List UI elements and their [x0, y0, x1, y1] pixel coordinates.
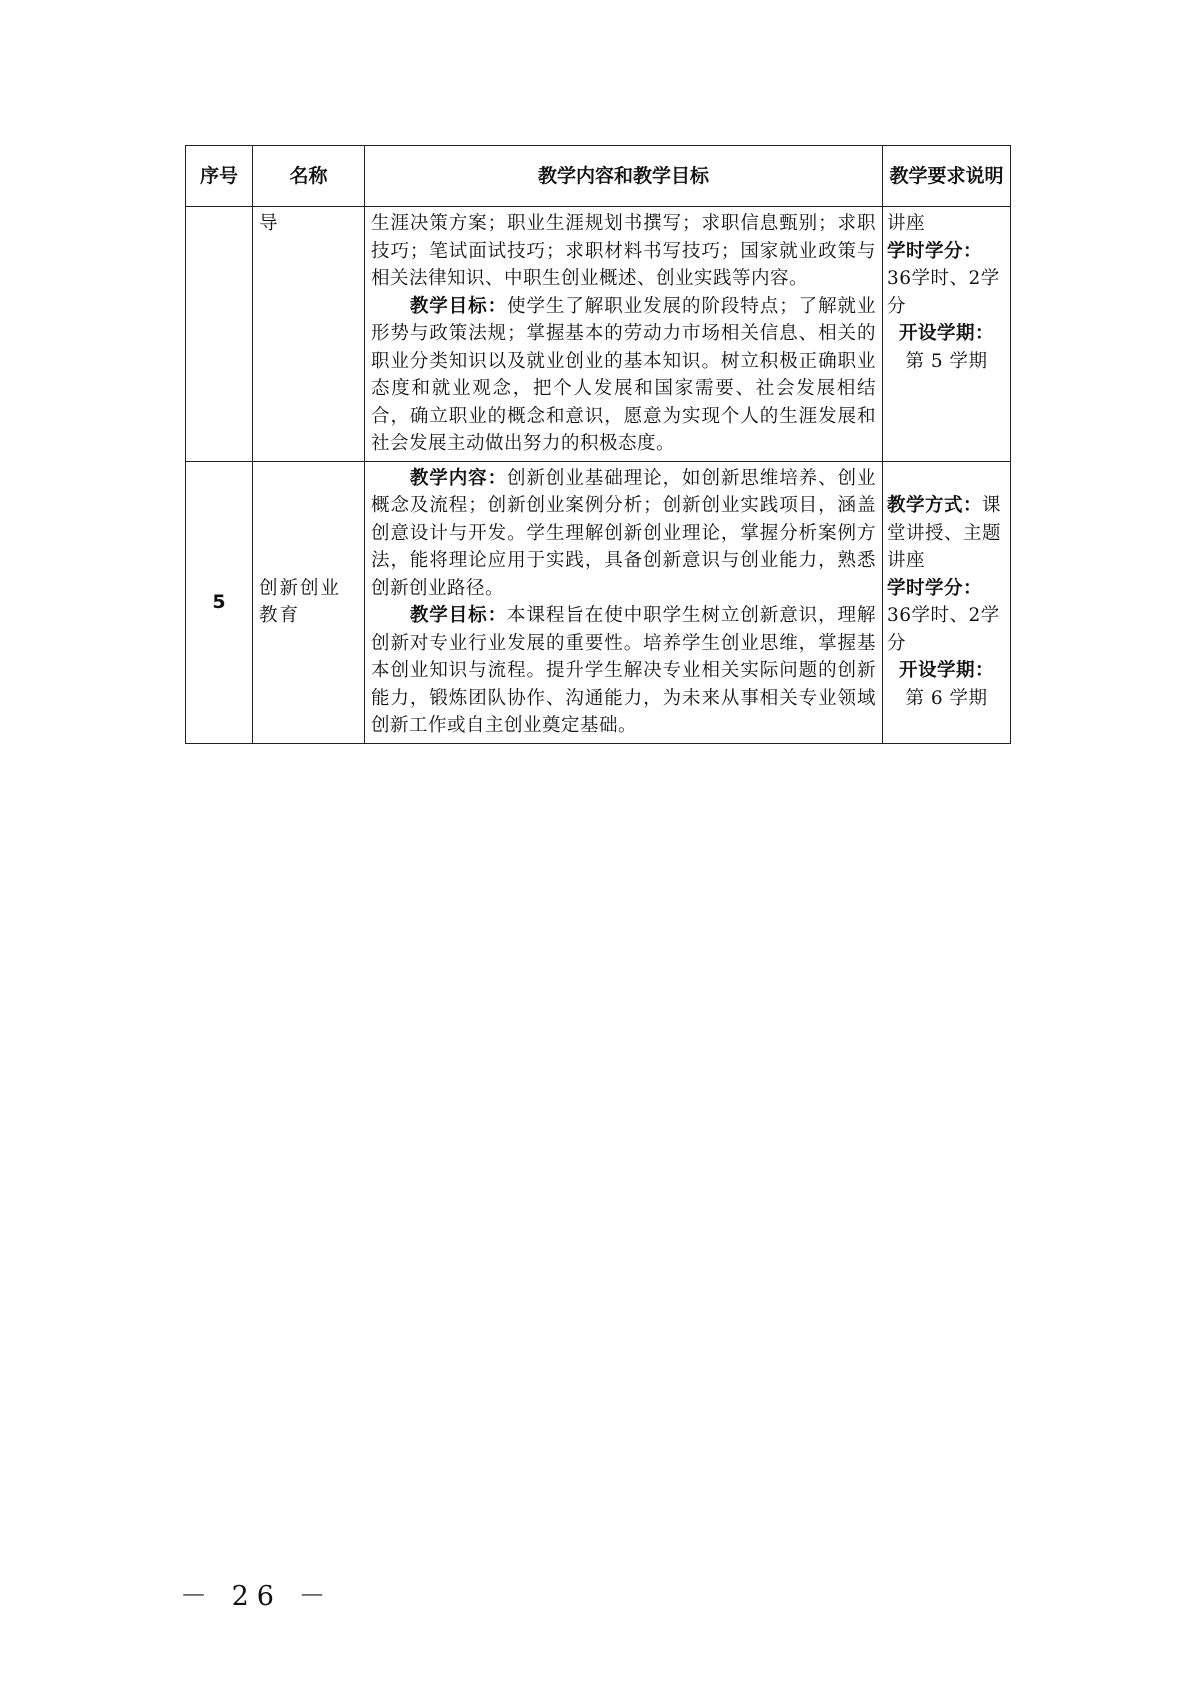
objective-paragraph [371, 602, 876, 740]
row-seq: 5 [212, 591, 226, 613]
header-name: 名称 [253, 146, 365, 207]
page-number: － 26 － [180, 1581, 334, 1612]
method-text: 课堂讲授、主题讲座 [887, 495, 1002, 571]
method-text: 讲座 [887, 213, 926, 234]
row-seq-cell [186, 461, 253, 743]
term-label: 开设学期： [898, 660, 994, 681]
hours-label: 学时学分： [887, 577, 983, 599]
teaching-method [887, 210, 1006, 238]
course-name: 导 [259, 213, 280, 234]
term-text: 第 5 学期 [905, 350, 988, 372]
table-row [186, 461, 1011, 743]
curriculum-table [185, 145, 1011, 744]
term-text: 第 6 学期 [905, 687, 988, 709]
content-label: 教学内容： [409, 467, 508, 489]
objective-label: 教学目标： [409, 295, 508, 317]
content-paragraph [371, 465, 876, 603]
content-paragraph [371, 210, 876, 293]
row-requirements-cell [883, 207, 1011, 462]
hours-text: 36学时、2学分 [887, 268, 1000, 317]
header-requirements: 教学要求说明 [883, 146, 1011, 207]
method-label: 教学方式： [887, 495, 983, 516]
row-content-cell [365, 207, 883, 462]
row-name-cell [253, 461, 365, 743]
objective-paragraph [371, 293, 876, 458]
row-requirements-cell [883, 461, 1011, 743]
row-seq-cell [186, 207, 253, 462]
objective-text: 本课程旨在使中职学生树立创新意识，理解创新对专业行业发展的重要性。培养学生创业思维，掌握基本创业知识与流程。提升学生解决专业相关实际问题的创新能力，锻炼团队协作、沟通能力，为未来从事相关专业领域创新工作或自主创业奠定基础。 [371, 605, 876, 736]
objective-label: 教学目标： [409, 605, 508, 626]
content-text: 创新创业基础理论，如创新思维培养、创业概念及流程；创新创业案例分析；创新创业实践项目，涵盖创意设计与开发。学生理解创新创业理论，掌握分析案例方法，能将理论应用于实践，具备创新意识与创业能力，熟悉创新创业路径。 [371, 467, 876, 599]
table-header-row [186, 146, 1011, 207]
term-label: 开设学期： [898, 323, 994, 344]
hours-label: 学时学分： [887, 240, 983, 262]
header-content: 教学内容和教学目标 [365, 146, 883, 207]
objective-text: 使学生了解职业发展的阶段特点；了解就业形势与政策法规；掌握基本的劳动力市场相关信息、相关的职业分类知识以及就业创业的基本知识。树立积极正确职业态度和就业观念，把个人发展和国家需要、社会发展相结合，确立职业的概念和意识，愿意为实现个人的生涯发展和社会发展主动做出努力的积极态度。 [371, 295, 876, 454]
content-text: 生涯决策方案；职业生涯规划书撰写；求职信息甄别；求职技巧；笔试面试技巧；求职材料书写技巧；国家就业政策与相关法律知识、中职生创业概述、创业实践等内容。 [371, 213, 876, 289]
hours-credits [887, 238, 1006, 321]
header-seq: 序号 [186, 146, 253, 207]
row-name-cell [253, 207, 365, 462]
row-content-cell [365, 461, 883, 743]
hours-credits [887, 575, 1006, 658]
hours-text: 36学时、2学分 [887, 605, 1000, 654]
teaching-method [887, 492, 1006, 575]
course-name: 创新创业教育 [259, 577, 342, 626]
table-row [186, 207, 1011, 462]
